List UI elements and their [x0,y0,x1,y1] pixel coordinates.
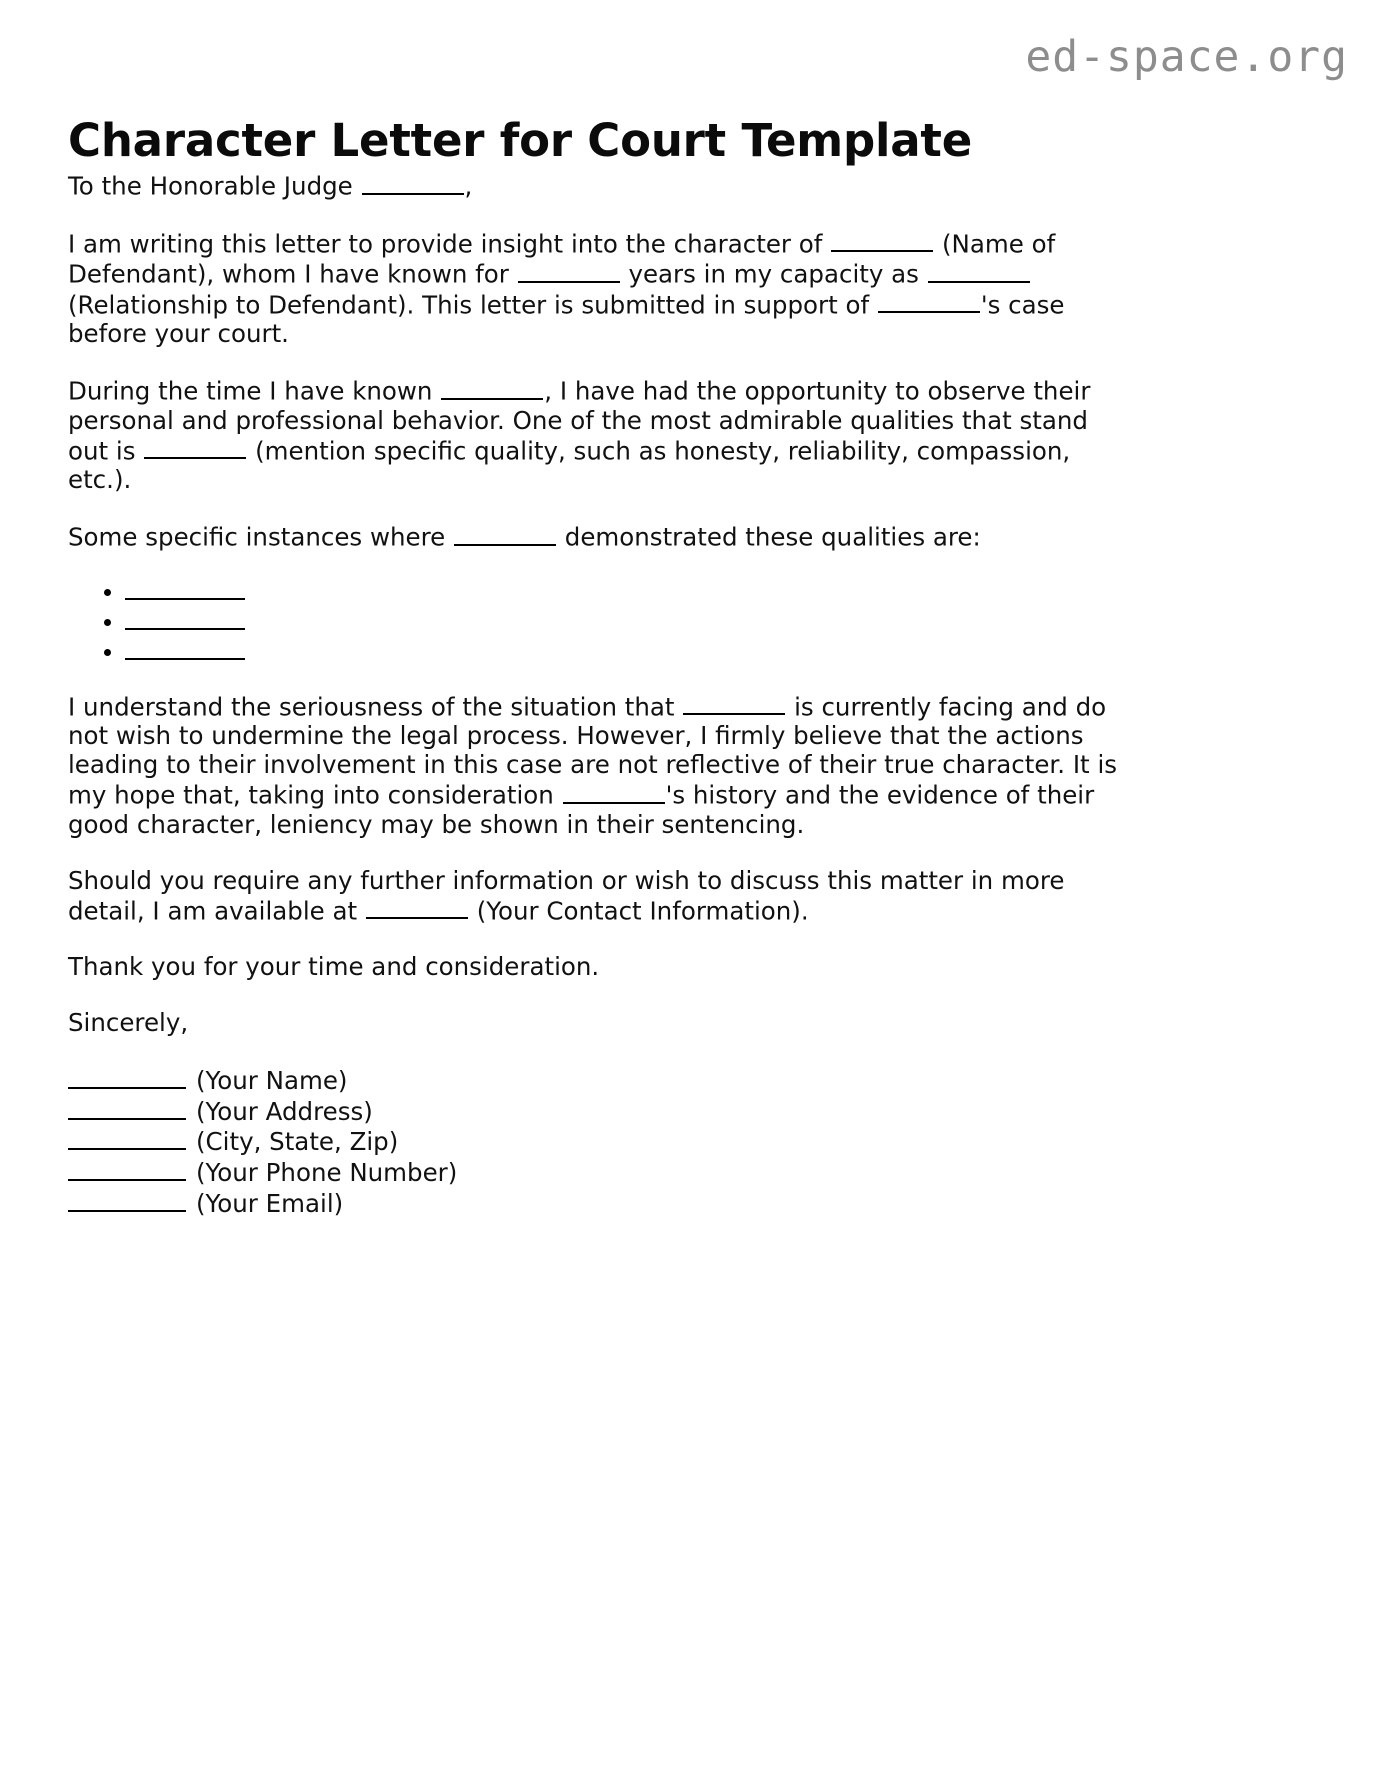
intro-segment-3: years in my capacity as [620,259,927,289]
intro-segment-1: I am writing this letter to provide insight into the character of [68,229,831,259]
intro-paragraph [68,228,1135,349]
instances-lead-paragraph [68,521,1135,552]
intro-segment-2: (Name of Defendant), whom I have known for [68,229,1056,289]
contact-info-blank[interactable] [366,895,468,920]
signature-label-email: (Your Email) [196,1188,344,1218]
support-name-blank[interactable] [878,289,980,314]
salutation-paragraph [68,170,1135,201]
known-person-blank[interactable] [441,375,543,400]
quality-blank[interactable] [144,435,246,460]
signature-row-name [68,1065,1135,1096]
thank-you-paragraph: Thank you for your time and consideration. [68,952,600,982]
instance-blank-1[interactable] [125,598,245,600]
seriousness-segment-1: I understand the seriousness of the situation that [68,692,683,722]
observation-segment-1: During the time I have known [68,376,441,406]
signature-row-address [68,1096,1135,1127]
seriousness-segment-2: is currently facing and do not wish to undermine the legal process. However, I firmly believe that the actions leading to their involvement in this case are not reflective of their true character. It is my hope that, taking into consideration [68,692,1118,810]
intro-segment-4: (Relationship to Defendant). This letter is submitted in support of [68,290,877,320]
contact-segment-1: Should you require any further information or wish to discuss this matter in more detail, I am available at [68,865,1065,926]
signature-blank-address[interactable] [68,1096,186,1120]
facing-name-blank[interactable] [683,691,785,716]
instances-bullet-list [68,578,1135,667]
signature-label-city: (City, State, Zip) [196,1127,399,1157]
list-item[interactable] [68,608,1135,637]
signature-label-address: (Your Address) [196,1096,373,1126]
signature-label-name: (Your Name) [196,1066,348,1096]
signature-row-city [68,1126,1135,1157]
salutation-text-before: To the Honorable Judge [68,171,361,201]
observation-segment-3: (mention specific quality, such as honesty, reliability, compassion, etc.). [68,436,1071,495]
instances-name-blank[interactable] [454,521,556,546]
contact-paragraph [68,866,1135,926]
capacity-blank[interactable] [928,258,1030,283]
page-title: Character Letter for Court Template [68,114,973,168]
closing-paragraph: Sincerely, [68,1008,189,1038]
list-item[interactable] [68,578,1135,607]
seriousness-paragraph [68,691,1135,839]
list-item[interactable] [68,638,1135,667]
years-known-blank[interactable] [518,258,620,283]
site-watermark: ed-space.org [1025,32,1348,82]
observation-paragraph [68,375,1135,494]
signature-blank-name[interactable] [68,1065,186,1089]
bullet-dot-icon [104,619,111,626]
observation-segment-2: , I have had the opportunity to observe their personal and professional behavior. One of the most admirable qualities that stand out is [68,376,1091,466]
letter-body [68,170,1135,1218]
signature-blank-email[interactable] [68,1188,186,1212]
signature-row-email [68,1188,1135,1219]
defendant-name-blank[interactable] [831,228,933,253]
signature-block [68,1065,1135,1218]
intro-segment-5: 's case before your court. [68,290,1065,349]
seriousness-segment-3: 's history and the evidence of their good character, leniency may be shown in their sentencing. [68,780,1095,839]
salutation-text-after: , [464,171,473,201]
signature-blank-city[interactable] [68,1126,186,1150]
instance-blank-2[interactable] [125,628,245,630]
contact-segment-2: (Your Contact Information). [468,896,809,926]
signature-blank-phone[interactable] [68,1157,186,1181]
bullet-dot-icon [104,649,111,656]
history-name-blank[interactable] [563,779,665,804]
instance-blank-3[interactable] [125,658,245,660]
instances-segment-1: Some specific instances where [68,522,454,552]
signature-row-phone [68,1157,1135,1188]
bullet-dot-icon [104,589,111,596]
instances-segment-2: demonstrated these qualities are: [557,522,981,552]
judge-name-blank[interactable] [362,170,464,195]
signature-label-phone: (Your Phone Number) [196,1158,458,1187]
